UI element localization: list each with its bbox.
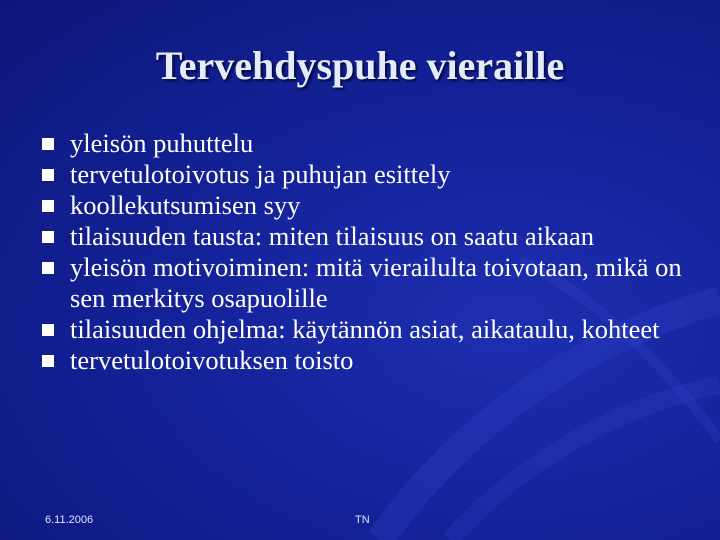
bullet-text: yleisön motivoiminen: mitä vierailulta toivotaan, mikä on sen merkitys osapuolille: [70, 252, 682, 313]
list-item: [42, 159, 692, 190]
list-item: [42, 345, 692, 376]
bullet-text: tilaisuuden tausta: miten tilaisuus on saatu aikaan: [70, 221, 594, 251]
square-bullet-icon: [42, 169, 54, 181]
bullet-text: koollekutsumisen syy: [70, 190, 301, 220]
footer-author: TN: [355, 514, 370, 526]
slide-title: Tervehdyspuhe vieraille: [155, 43, 565, 88]
bullet-list: [42, 128, 692, 376]
footer-date: 6.11.2006: [45, 514, 94, 526]
list-item: [42, 314, 692, 345]
bullet-text: yleisön puhuttelu: [70, 128, 254, 158]
bullet-text: tilaisuuden ohjelma: käytännön asiat, aikataulu, kohteet: [70, 314, 660, 344]
list-item: [42, 128, 692, 159]
list-item: [42, 221, 692, 252]
square-bullet-icon: [42, 138, 54, 150]
square-bullet-icon: [42, 324, 54, 336]
square-bullet-icon: [42, 355, 54, 367]
list-item: [42, 252, 692, 314]
bullet-text: tervetulotoivotuksen toisto: [70, 345, 354, 375]
bullet-text: tervetulotoivotus ja puhujan esittely: [70, 159, 451, 189]
square-bullet-icon: [42, 200, 54, 212]
list-item: [42, 190, 692, 221]
square-bullet-icon: [42, 262, 54, 274]
square-bullet-icon: [42, 231, 54, 243]
